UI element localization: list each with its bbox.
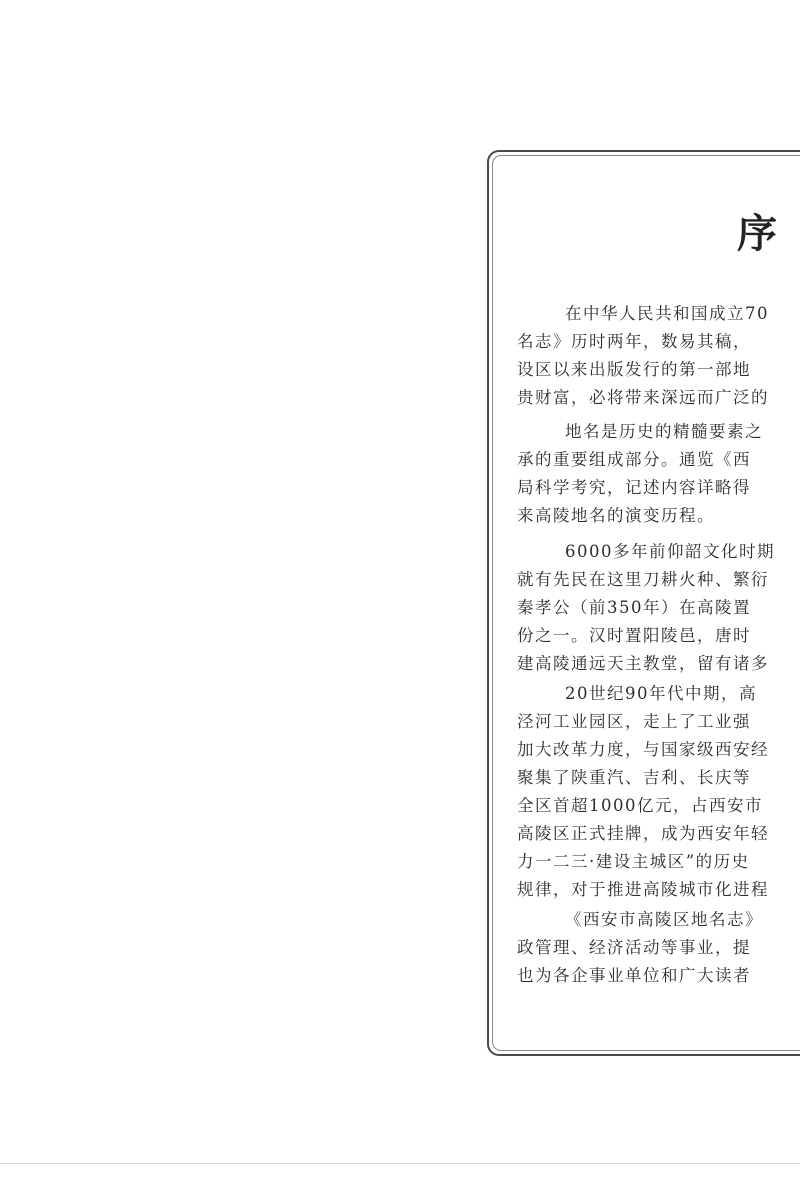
preface-line: 在中华人民共和国成立70 bbox=[565, 304, 769, 323]
preface-line: 20世纪90年代中期，高 bbox=[565, 684, 757, 703]
preface-line: 加大改革力度，与国家级西安经 bbox=[517, 740, 769, 759]
preface-line: 就有先民在这里刀耕火种、繁衍 bbox=[517, 570, 769, 589]
preface-line: 份之一。汉时置阳陵邑，唐时 bbox=[517, 626, 751, 645]
preface-line: 泾河工业园区，走上了工业强 bbox=[517, 712, 751, 731]
preface-line: 也为各企事业单位和广大读者 bbox=[517, 966, 751, 985]
preface-line: 地名是历史的精髓要素之 bbox=[565, 422, 763, 441]
preface-line: 建高陵通远天主教堂，留有诸多 bbox=[517, 654, 769, 673]
preface-line: 聚集了陕重汽、吉利、长庆等 bbox=[517, 768, 751, 787]
preface-line: 高陵区正式挂牌，成为西安年轻 bbox=[517, 824, 769, 843]
preface-title: 序 bbox=[737, 210, 777, 257]
preface-line: 《西安市高陵区地名志》 bbox=[565, 910, 763, 929]
preface-line: 政管理、经济活动等事业，提 bbox=[517, 938, 751, 957]
preface-line: 设区以来出版发行的第一部地 bbox=[517, 360, 751, 379]
preface-line: 承的重要组成部分。通览《西 bbox=[517, 450, 751, 469]
preface-line: 来高陵地名的演变历程。 bbox=[517, 506, 715, 525]
preface-line: 秦孝公（前350年）在高陵置 bbox=[517, 598, 751, 617]
preface-line: 名志》历时两年，数易其稿， bbox=[517, 332, 751, 351]
preface-line: 局科学考究，记述内容详略得 bbox=[517, 478, 751, 497]
preface-line: 6000多年前仰韶文化时期 bbox=[565, 542, 775, 561]
page-bottom-edge bbox=[0, 1163, 800, 1164]
preface-line: 力一二三·建设主城区”的历史 bbox=[517, 852, 750, 871]
preface-line: 全区首超1000亿元，占西安市 bbox=[517, 796, 763, 815]
preface-line: 贵财富，必将带来深远而广泛的 bbox=[517, 388, 769, 407]
preface-line: 规律，对于推进高陵城市化进程 bbox=[517, 880, 769, 899]
